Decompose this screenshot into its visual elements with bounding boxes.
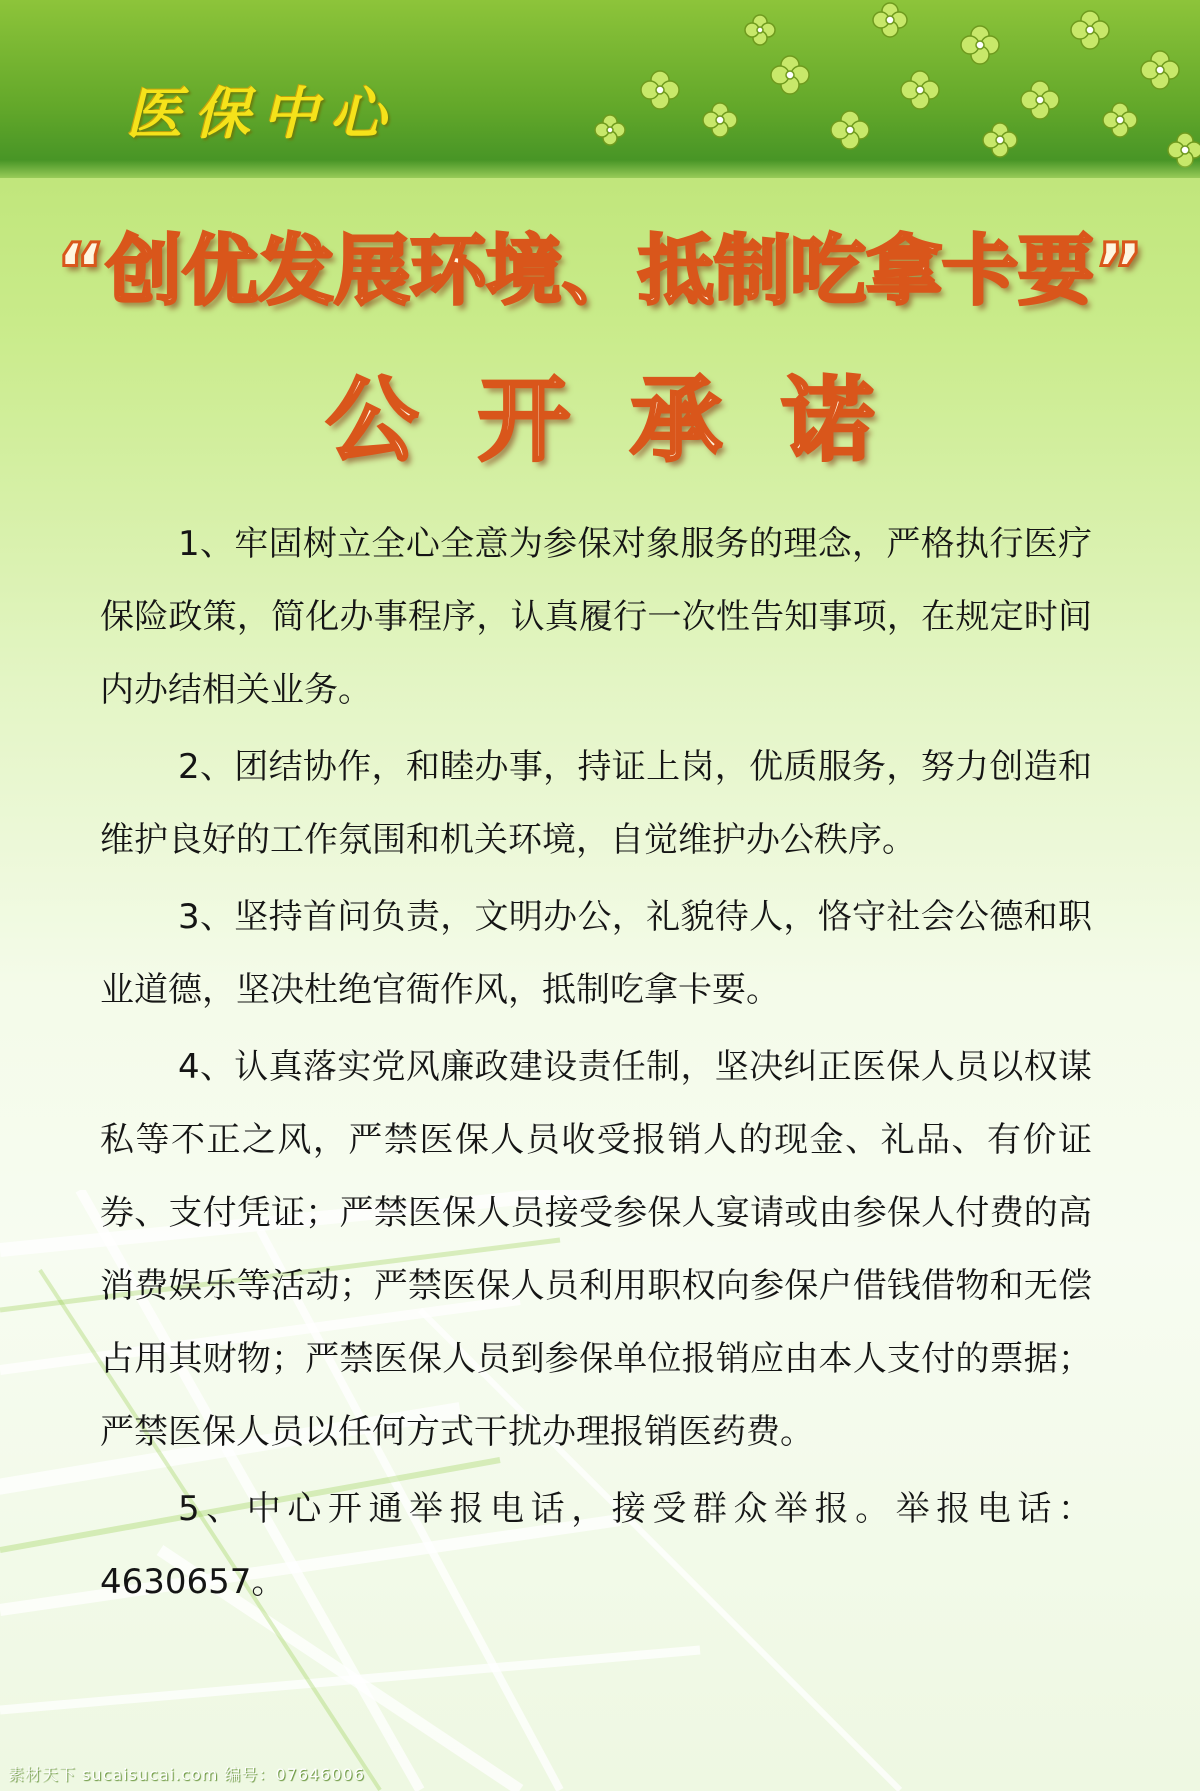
title-block (0, 210, 1200, 479)
commitment-item-4: 4、认真落实党风廉政建设责任制，坚决纠正医保人员以权谋私等不正之风，严禁医保人员收受报销人的现金、礼品、有价证券、支付凭证；严禁医保人员接受参保人宴请或由参保人付费的高消费娱乐等活动；严禁医保人员利用职权向参保户借钱借物和无偿占用其财物；严禁医保人员到参保单位报销应由本人支付的票据；严禁医保人员以任何方式干扰办理报销医药费。 (100, 1047, 1092, 1452)
flower-decoration (560, 0, 1200, 178)
logo-text: 医保中心 (126, 81, 398, 147)
commitment-item-2: 2、团结协作，和睦办事，持证上岗，优质服务，努力创造和维护良好的工作氛围和机关环境，自觉维护办公秩序。 (100, 747, 1092, 860)
header-banner (0, 0, 1200, 178)
commitment-item-3: 3、坚持首问负责，文明办公，礼貌待人，恪守社会公德和职业道德，坚决杜绝官衙作风，抵制吃拿卡要。 (100, 897, 1092, 1010)
page-subtitle: 公开承诺 (325, 367, 934, 474)
commitment-item-5: 5、中心开通举报电话，接受群众举报。举报电话：4630657。 (100, 1489, 1092, 1602)
commitment-item-1: 1、牢固树立全心全意为参保对象服务的理念，严格执行医疗保险政策，简化办事程序，认真履行一次性告知事项，在规定时间内办结相关业务。 (100, 524, 1092, 710)
page-title: “创优发展环境、抵制吃拿卡要” (56, 226, 1144, 315)
commitment-list (100, 508, 1092, 1623)
watermark: 素材天下 sucaisucai.com 编号：07646006 (8, 1765, 365, 1784)
